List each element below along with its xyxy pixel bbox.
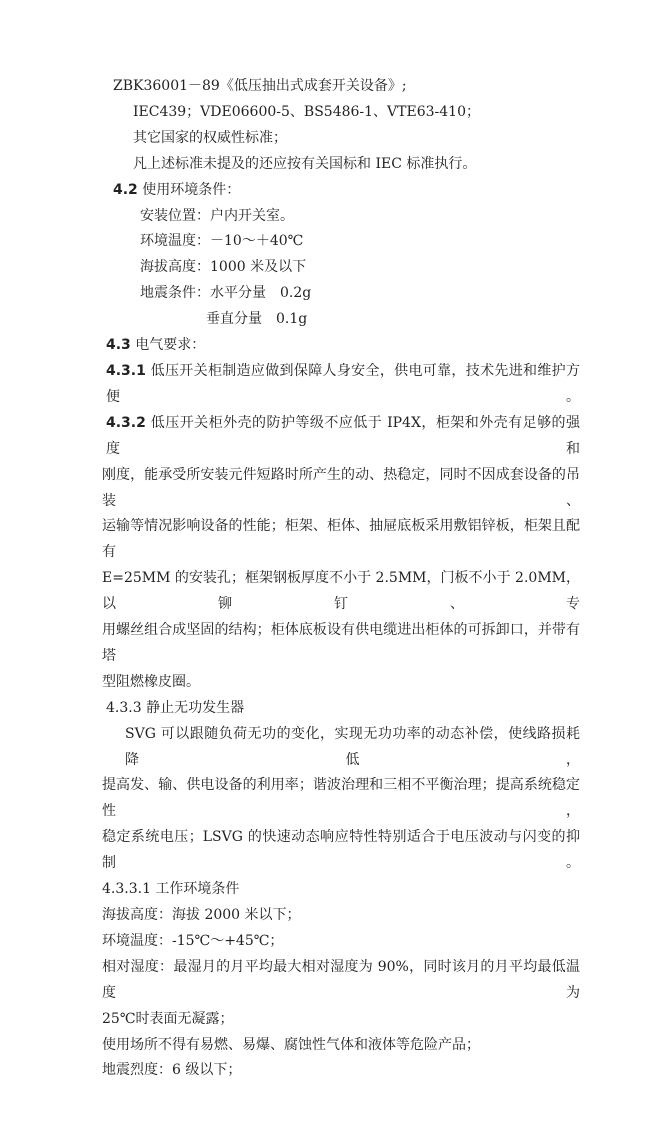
text-line bbox=[106, 696, 580, 722]
line-text: 用螺丝组合成坚固的结构；柜体底板设有供电缆进出柜体的可拆卸口，并带有塔 bbox=[102, 622, 580, 664]
text-line bbox=[113, 178, 580, 204]
text-line bbox=[102, 955, 580, 1007]
line-text: 垂直分量 0.1g bbox=[206, 311, 308, 328]
line-text: 低压开关柜外壳的防护等级不应低于 IP4X，柜架和外壳有足够的强度和 bbox=[106, 414, 580, 457]
line-text: ZBK36001－89《低压抽出式成套开关设备》; bbox=[113, 78, 407, 94]
text-line bbox=[102, 670, 580, 696]
line-text: 4.3.3.1 工作环境条件 bbox=[102, 881, 240, 898]
section-number: 4.3.2 bbox=[106, 414, 146, 431]
text-line bbox=[140, 255, 580, 281]
line-text: 提高发、输、供电设备的利用率；谐波治理和三相不平衡治理；提高系统稳定性， bbox=[102, 777, 580, 820]
line-text: 25℃时表面无凝露； bbox=[102, 1010, 234, 1027]
text-line bbox=[106, 359, 580, 411]
text-line bbox=[102, 903, 580, 929]
line-text: 环境温度：－10～＋40℃ bbox=[140, 233, 304, 250]
text-line bbox=[102, 514, 580, 566]
text-line bbox=[113, 74, 580, 100]
text-line bbox=[133, 152, 580, 178]
text-line bbox=[140, 281, 580, 307]
text-line bbox=[102, 929, 580, 955]
text-line bbox=[102, 877, 580, 903]
text-line bbox=[102, 463, 580, 515]
text-line bbox=[133, 126, 580, 152]
line-text: 地震烈度：6 级以下； bbox=[102, 1062, 242, 1079]
line-text: 低压开关柜制造应做到保障人身安全，供电可靠，技术先进和维护方便。 bbox=[106, 362, 581, 405]
line-text: 海拔高度：海拔 2000 米以下； bbox=[102, 907, 301, 923]
section-number: 4.3.1 bbox=[106, 362, 146, 379]
text-line bbox=[102, 773, 580, 825]
line-text: 使用环境条件： bbox=[142, 181, 241, 198]
line-text: 使用场所不得有易燃、易爆、腐蚀性气体和液体等危险产品； bbox=[102, 1036, 480, 1053]
text-line bbox=[102, 1007, 580, 1033]
line-text: 电气要求： bbox=[135, 337, 206, 354]
line-text: 安装位置：户内开关室。 bbox=[140, 207, 294, 224]
section-number: 4.2 bbox=[113, 181, 138, 198]
text-line bbox=[140, 229, 580, 255]
text-line bbox=[102, 1033, 580, 1059]
text-line bbox=[106, 333, 580, 359]
text-line bbox=[102, 618, 580, 670]
text-line bbox=[102, 566, 580, 618]
line-text: 相对湿度：最湿月的月平均最大相对湿度为 90%，同时该月的月平均最低温度为 bbox=[102, 958, 580, 1001]
section-number: 4.3 bbox=[106, 337, 131, 354]
line-text: E=25MM 的安装孔；框架钢板厚度不小于 2.5MM，门板不小于 2.0MM，以铆钉、专 bbox=[102, 570, 580, 613]
line-text: 刚度，能承受所安装元件短路时所产生的动、热稳定，同时不因成套设备的吊装、 bbox=[102, 466, 580, 509]
text-line bbox=[106, 411, 580, 463]
text-line bbox=[125, 722, 580, 774]
text-line bbox=[102, 1058, 580, 1084]
line-text: 海拔高度：1000 米及以下 bbox=[140, 259, 307, 276]
line-text: 地震条件：水平分量 0.2g bbox=[140, 285, 312, 302]
line-text: 凡上述标准未提及的还应按有关国标和 IEC 标准执行。 bbox=[133, 155, 477, 172]
line-text: 运输等情况影响设备的性能；柜架、柜体、抽屉底板采用敷铝锌板，柜架且配有 bbox=[102, 518, 580, 561]
line-text: 其它国家的权威性标准； bbox=[133, 129, 287, 146]
line-text: IEC439；VDE06600-5、BS5486-1、VTE63-410； bbox=[133, 103, 480, 120]
text-line bbox=[102, 825, 580, 877]
line-text: 环境温度：-15℃～+45℃； bbox=[102, 932, 284, 949]
line-text: 型阻燃橡皮圈。 bbox=[102, 673, 200, 690]
line-text: SVG 可以跟随负荷无功的变化，实现无功功率的动态补偿，使线路损耗降低， bbox=[125, 725, 580, 768]
text-line bbox=[206, 307, 580, 333]
text-line bbox=[133, 100, 580, 126]
text-line bbox=[140, 204, 580, 230]
line-text: 稳定系统电压；LSVG 的快速动态响应特性特别适合于电压波动与闪变的抑制。 bbox=[102, 829, 580, 872]
line-text: 4.3.3 静止无功发生器 bbox=[106, 699, 245, 716]
